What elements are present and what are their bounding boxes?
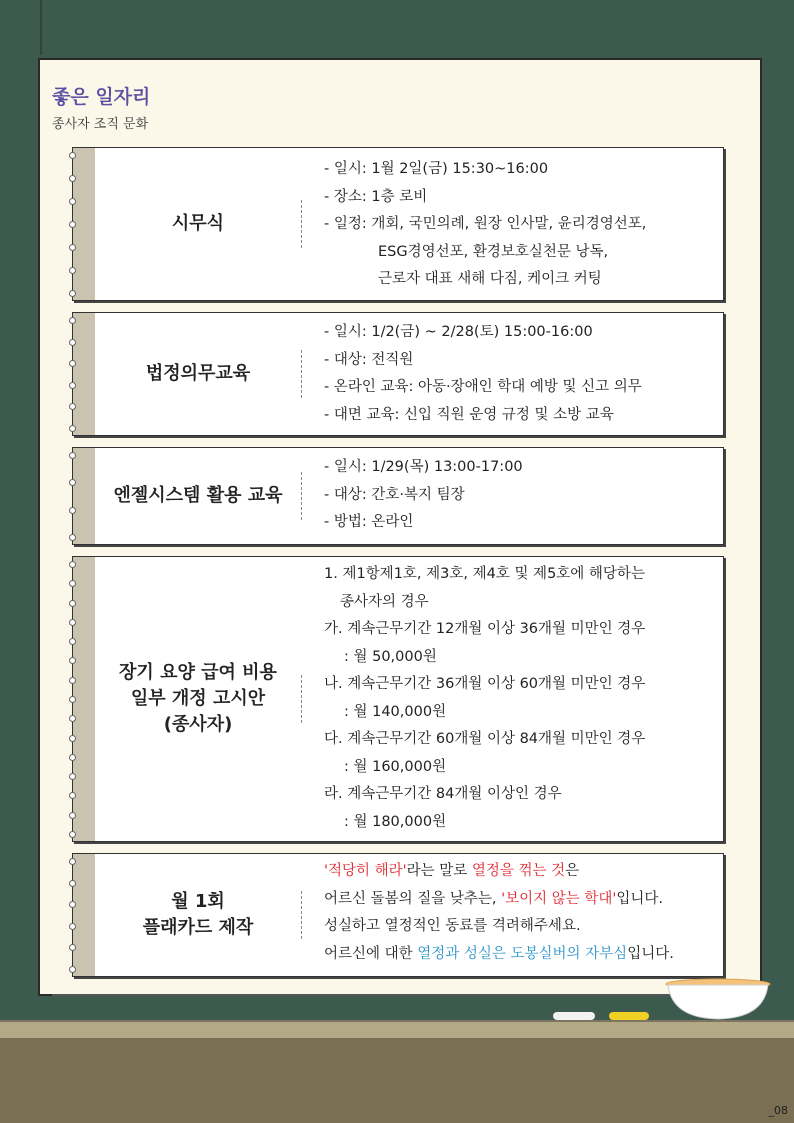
spiral-ring-icon <box>69 198 76 205</box>
spiral-ring-icon <box>69 735 76 742</box>
notebook-spine <box>73 557 95 841</box>
notebook-spine <box>73 448 95 544</box>
detail-line: - 일시: 1/2(금) ~ 2/28(토) 15:00-16:00 <box>324 324 593 340</box>
detail-line: - 일시: 1월 2일(금) 15:30~16:00 <box>324 161 549 177</box>
section-label-line: 플래카드 제작 <box>142 917 254 938</box>
section-label-line: (종사자) <box>163 714 233 735</box>
spiral-ring-icon <box>69 175 76 182</box>
detail-line: 라. 계속근무기간 84개월 이상인 경우 <box>324 786 562 802</box>
detail-line: 나. 계속근무기간 36개월 이상 60개월 미만인 경우 <box>324 676 646 692</box>
detail-line: 종사자의 경우 <box>340 593 429 610</box>
spiral-ring-icon <box>69 600 76 607</box>
spiral-ring-icon <box>69 339 76 346</box>
spiral-ring-icon <box>69 677 76 684</box>
placard-line <box>324 886 715 914</box>
detail-line: 1. 제1항제1호, 제3호, 제4호 및 제5호에 해당하는 <box>324 566 645 582</box>
notebook-spine <box>73 854 95 976</box>
detail-line: : 월 180,000원 <box>344 813 447 830</box>
plain-text: 은 <box>565 863 580 879</box>
spiral-ring-icon <box>69 773 76 780</box>
section-label <box>95 557 301 841</box>
spiral-ring-icon <box>69 317 76 324</box>
plain-text: 라는 말로 <box>406 863 472 879</box>
floor <box>0 1038 794 1123</box>
spiral-ring-icon <box>69 360 76 367</box>
spiral-ring-icon <box>69 812 76 819</box>
board-bottom-edge <box>52 994 756 996</box>
detail-line: - 장소: 1층 로비 <box>324 188 428 205</box>
spiral-ring-icon <box>69 290 76 297</box>
section-label-line: 장기 요양 급여 비용 <box>119 662 277 683</box>
section-card-long-term-care-notice <box>72 556 724 842</box>
detail-line: : 월 50,000원 <box>344 648 437 665</box>
placard-line: 성실하고 열정적인 동료를 격려해주세요. <box>324 918 581 934</box>
spiral-ring-icon <box>69 152 76 159</box>
spiral-ring-icon <box>69 944 76 951</box>
page-title: 좋은 일자리 <box>52 86 151 108</box>
section-label-line: 월 1회 <box>171 891 225 912</box>
detail-line: - 일시: 1/29(목) 13:00-17:00 <box>324 459 523 475</box>
spiral-ring-icon <box>69 244 76 251</box>
notebook-spine <box>73 148 95 300</box>
detail-line: 다. 계속근무기간 60개월 이상 84개월 미만인 경우 <box>324 731 646 747</box>
page-subtitle: 종사자 조직 문화 <box>52 117 149 132</box>
spiral-ring-icon <box>69 619 76 626</box>
plain-text: 입니다. <box>616 890 664 907</box>
spiral-ring-icon <box>69 221 76 228</box>
plain-text: 입니다. <box>627 945 674 962</box>
detail-line: ESG경영선포, 환경보호실천문 낭독, <box>378 243 609 260</box>
spiral-ring-icon <box>69 831 76 838</box>
detail-line: : 월 140,000원 <box>344 703 447 720</box>
detail-line: - 일정: 개회, 국민의례, 원장 인사말, 윤리경영선포, <box>324 216 647 232</box>
spiral-ring-icon <box>69 792 76 799</box>
spiral-ring-icon <box>69 452 76 459</box>
detail-line: - 대면 교육: 신입 직원 운영 규정 및 소방 교육 <box>324 406 614 423</box>
spiral-ring-icon <box>69 715 76 722</box>
section-label: 시무식 <box>171 213 225 234</box>
spiral-ring-icon <box>69 479 76 486</box>
section-card-monthly-placard <box>72 853 724 977</box>
spiral-ring-icon <box>69 858 76 865</box>
chalk-ledge <box>0 1020 794 1038</box>
highlight-red-text: '적당히 해라' <box>324 863 407 879</box>
detail-line: 근로자 대표 새해 다짐, 케이크 커팅 <box>378 271 602 287</box>
section-details <box>302 313 723 435</box>
page-number: _08 <box>768 1104 788 1117</box>
spiral-ring-icon <box>69 901 76 908</box>
section-details <box>302 557 723 841</box>
white-chalk-icon <box>553 1012 595 1020</box>
section-details <box>302 448 723 544</box>
detail-line: - 대상: 전직원 <box>324 351 414 368</box>
spiral-ring-icon <box>69 880 76 887</box>
spiral-ring-icon <box>69 966 76 973</box>
spiral-ring-icon <box>69 507 76 514</box>
section-details <box>302 854 723 976</box>
spiral-ring-icon <box>69 638 76 645</box>
spiral-ring-icon <box>69 382 76 389</box>
placard-line <box>324 858 715 886</box>
spiral-ring-icon <box>69 696 76 703</box>
yellow-chalk-icon <box>609 1012 649 1020</box>
highlight-blue-text: 열정과 성실은 도봉실버의 자부심 <box>417 945 628 962</box>
detail-line: - 방법: 온라인 <box>324 514 414 530</box>
section-details <box>302 148 723 300</box>
spiral-ring-icon <box>69 534 76 541</box>
section-card-angel-system-training <box>72 447 724 545</box>
plain-text: 어르신 돌봄의 질을 낮추는, <box>324 890 502 907</box>
detail-line: 가. 계속근무기간 12개월 이상 36개월 미만인 경우 <box>324 621 646 637</box>
spiral-ring-icon <box>69 425 76 432</box>
detail-line: - 대상: 간호·복지 팀장 <box>324 486 465 503</box>
highlight-red-text: '보이지 않는 학대' <box>501 890 617 907</box>
section-label: 엔젤시스템 활용 교육 <box>113 485 283 506</box>
spiral-ring-icon <box>69 657 76 664</box>
section-card-mandatory-training <box>72 312 724 436</box>
spiral-ring-icon <box>69 923 76 930</box>
placard-line <box>324 941 715 969</box>
spiral-ring-icon <box>69 267 76 274</box>
spiral-ring-icon <box>69 754 76 761</box>
spiral-ring-icon <box>69 561 76 568</box>
spiral-ring-icon <box>69 580 76 587</box>
section-label-line: 일부 개정 고시안 <box>130 688 266 709</box>
detail-line: - 온라인 교육: 아동·장애인 학대 예방 및 신고 의무 <box>324 379 642 395</box>
spiral-ring-icon <box>69 403 76 410</box>
notebook-spine <box>73 313 95 435</box>
section-label: 법정의무교육 <box>145 363 251 384</box>
section-card-opening-ceremony <box>72 147 724 301</box>
detail-line: : 월 160,000원 <box>344 758 447 775</box>
highlight-red-text: 열정을 꺾는 것 <box>471 863 566 879</box>
plain-text: 어르신에 대한 <box>324 945 418 962</box>
section-label <box>95 854 301 976</box>
bowl-icon <box>664 978 772 1020</box>
board-frame-line <box>40 0 42 55</box>
